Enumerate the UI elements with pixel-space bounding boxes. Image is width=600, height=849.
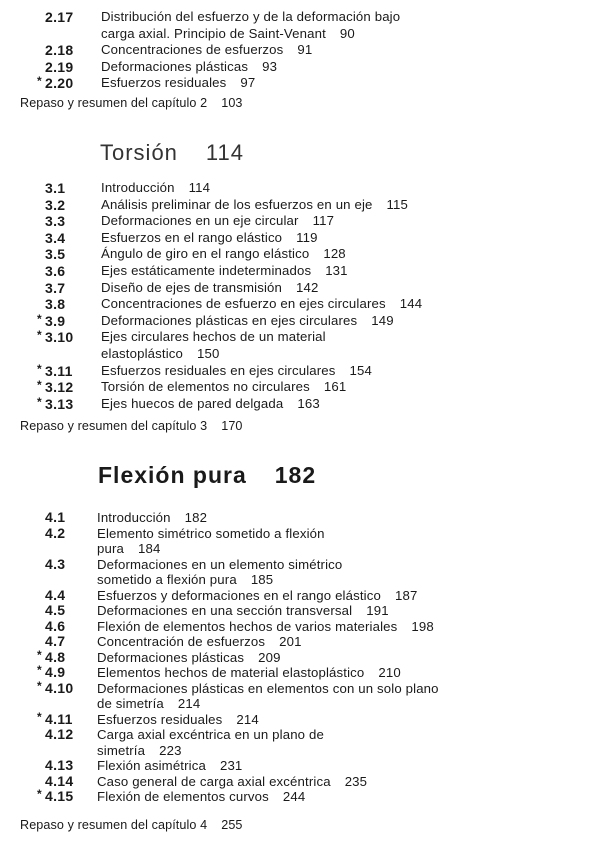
- chapter-title: Flexión pura: [98, 462, 247, 488]
- toc-entry[interactable]: [0, 379, 600, 396]
- section-title-line: [97, 541, 325, 557]
- page-number: 97: [240, 75, 256, 91]
- chapter-section-ch3: [0, 180, 600, 412]
- section-title-line: [97, 588, 417, 604]
- chapter-review[interactable]: [20, 818, 243, 832]
- toc-entry[interactable]: [0, 59, 600, 76]
- section-title: [101, 213, 334, 230]
- page-number: 131: [325, 262, 348, 278]
- section-number-text: 3.3: [45, 213, 66, 230]
- section-title: [97, 712, 259, 728]
- section-number-text: 2.17: [45, 9, 74, 25]
- review-label: Repaso y resumen del capítulo 4: [20, 818, 208, 832]
- section-title: [97, 727, 324, 758]
- section-title-text: carga axial. Principio de Saint-Venant: [101, 25, 326, 41]
- page-number: 119: [296, 229, 318, 245]
- section-number: [37, 311, 66, 330]
- optional-section-marker: *: [37, 663, 42, 677]
- toc-entry[interactable]: [0, 758, 600, 774]
- section-number-text: 2.18: [45, 42, 74, 59]
- toc-entry[interactable]: [0, 634, 600, 650]
- section-number: [45, 557, 65, 573]
- review-page: 170: [221, 419, 243, 433]
- toc-entry[interactable]: [0, 296, 600, 313]
- page-number: 210: [378, 665, 401, 680]
- section-number: [45, 603, 65, 619]
- page-number: 201: [279, 634, 302, 649]
- section-title: [101, 42, 312, 59]
- section-title: [101, 329, 326, 362]
- page-number: 185: [250, 572, 274, 587]
- page-number: 93: [262, 58, 278, 74]
- optional-section-marker: *: [37, 709, 42, 724]
- toc-entry[interactable]: [0, 197, 600, 214]
- toc-entry[interactable]: [0, 588, 600, 604]
- section-title-line: [97, 619, 434, 635]
- section-number-text: 4.4: [45, 586, 66, 603]
- section-number: [45, 263, 65, 280]
- toc-entry[interactable]: [0, 42, 600, 59]
- page-number: 182: [184, 510, 208, 525]
- page-number: 149: [371, 312, 394, 328]
- page-number: 154: [349, 362, 372, 378]
- page-number: 187: [395, 587, 418, 603]
- toc-entry[interactable]: [0, 363, 600, 380]
- section-title-text: Elemento simétrico sometido a flexión: [97, 525, 325, 541]
- section-title-line: [101, 280, 318, 297]
- section-title: [101, 263, 348, 280]
- section-number: [37, 709, 73, 728]
- section-title: [101, 280, 318, 297]
- toc-entry[interactable]: [0, 230, 600, 247]
- section-number: [45, 296, 65, 313]
- toc-entry[interactable]: [0, 329, 600, 362]
- section-title-text: Ángulo de giro en el rango elástico: [101, 246, 310, 262]
- page-number: 198: [411, 618, 434, 634]
- section-title-text: Deformaciones plásticas: [101, 58, 249, 74]
- section-number-text: 3.9: [45, 312, 66, 329]
- section-number: [45, 59, 73, 76]
- section-title-line: [97, 789, 305, 805]
- section-number-text: 4.14: [45, 772, 74, 789]
- section-title-text: Deformaciones en un eje circular: [101, 213, 299, 229]
- section-title: [97, 774, 367, 790]
- chapter-heading: [100, 140, 244, 166]
- section-title: [101, 75, 255, 92]
- toc-entry[interactable]: [0, 9, 600, 42]
- section-number: [45, 42, 73, 59]
- section-title-text: Deformaciones plásticas en elementos con un solo plano: [97, 680, 439, 696]
- section-title-line: [101, 329, 326, 346]
- section-title-text: Deformaciones en un elemento simétrico: [97, 556, 343, 572]
- section-title-line: [101, 197, 408, 214]
- page-number: 209: [258, 649, 281, 665]
- chapter-heading: [98, 462, 316, 489]
- chapter-review[interactable]: [20, 96, 243, 110]
- section-title-text: Diseño de ejes de transmisión: [101, 279, 283, 295]
- section-title-line: [101, 379, 346, 396]
- section-title-text: Distribución del esfuerzo y de la deformación bajo: [101, 9, 401, 24]
- section-title: [97, 619, 434, 635]
- section-title-line: [97, 510, 207, 526]
- section-title-line: [97, 650, 281, 666]
- section-title-text: Deformaciones en una sección transversal: [97, 603, 353, 618]
- section-title-text: Carga axial excéntrica en un plano de: [97, 727, 324, 742]
- section-number-text: 2.20: [45, 75, 74, 92]
- section-number-text: 3.5: [45, 246, 66, 263]
- section-title-text: Introducción: [97, 510, 171, 525]
- page-number: 231: [219, 758, 243, 773]
- section-title-text: Análisis preliminar de los esfuerzos en un eje: [101, 196, 373, 212]
- section-title-line: [101, 396, 320, 413]
- section-title-line: [97, 727, 324, 743]
- section-number: [45, 619, 65, 635]
- section-number-text: 2.19: [45, 58, 74, 75]
- optional-section-marker: *: [37, 361, 42, 376]
- section-title-line: [97, 634, 302, 650]
- section-number: [45, 197, 65, 214]
- section-title-text: Ejes estáticamente indeterminados: [101, 262, 312, 278]
- page-number: 114: [188, 180, 211, 195]
- toc-entry[interactable]: [0, 709, 600, 728]
- section-title-text: Introducción: [101, 180, 175, 195]
- review-page: 255: [221, 818, 243, 832]
- section-number: [37, 74, 74, 92]
- section-title: [101, 59, 277, 76]
- toc-entry[interactable]: [0, 526, 600, 557]
- section-number-text: 4.8: [45, 648, 66, 665]
- page-number: 150: [197, 345, 220, 361]
- section-title: [101, 379, 346, 396]
- section-title: [97, 681, 439, 712]
- page-number: 235: [344, 773, 368, 789]
- chapter-title: Torsión: [100, 140, 178, 165]
- section-title-text: Esfuerzos en el rango elástico: [101, 229, 283, 245]
- section-number: [45, 280, 65, 297]
- section-number: [37, 663, 66, 681]
- section-title-text: Flexión de elementos curvos: [97, 789, 269, 804]
- section-title-text: simetría: [97, 742, 146, 758]
- section-title-text: pura: [97, 541, 124, 556]
- toc-entry[interactable]: [0, 665, 600, 681]
- review-page: 103: [221, 96, 243, 110]
- section-title-text: Deformaciones plásticas en ejes circulares: [101, 312, 358, 328]
- toc-entry[interactable]: [0, 678, 600, 712]
- toc-entry[interactable]: [0, 396, 600, 413]
- section-title-text: Torsión de elementos no circulares: [101, 379, 310, 395]
- page-number: 214: [236, 711, 259, 727]
- page-number: 161: [323, 379, 347, 395]
- section-title-text: Flexión de elementos hechos de varios materiales: [97, 618, 398, 634]
- section-number: [45, 510, 65, 526]
- review-label: Repaso y resumen del capítulo 2: [20, 96, 208, 110]
- section-title-text: Concentraciones de esfuerzos: [101, 42, 284, 58]
- section-title-text: elastoplástico: [101, 345, 184, 361]
- section-title-text: Concentración de esfuerzos: [97, 634, 266, 649]
- page-number: 90: [339, 25, 355, 41]
- section-number: [45, 727, 73, 743]
- section-title-line: [101, 59, 277, 76]
- section-number-text: 3.10: [45, 329, 74, 346]
- toc-entry[interactable]: [0, 647, 600, 666]
- section-number: [37, 378, 74, 396]
- chapter-review[interactable]: [20, 419, 243, 433]
- section-title-text: Esfuerzos residuales en ejes circulares: [101, 362, 336, 378]
- section-number-text: 4.5: [45, 602, 66, 618]
- section-title-text: de simetría: [97, 696, 164, 711]
- section-title-line: [97, 758, 242, 774]
- optional-section-marker: *: [37, 394, 42, 409]
- section-title-line: [97, 572, 342, 588]
- page-number: 115: [386, 196, 409, 212]
- section-number-text: 3.2: [45, 196, 66, 213]
- section-number-text: 4.10: [45, 679, 74, 696]
- section-title: [101, 296, 422, 313]
- section-title: [97, 789, 305, 805]
- section-number-text: 3.1: [45, 180, 66, 196]
- page-number: 128: [323, 246, 346, 262]
- section-title: [101, 230, 318, 247]
- section-number-text: 3.12: [45, 379, 74, 396]
- page-number: 191: [366, 603, 389, 618]
- section-number-text: 4.2: [45, 524, 66, 541]
- section-title-text: Elementos hechos de material elastoplástico: [97, 665, 365, 680]
- section-number-text: 3.13: [45, 395, 74, 412]
- page-number: 142: [296, 279, 319, 295]
- section-number: [45, 758, 73, 774]
- page-number: 117: [312, 213, 335, 229]
- optional-section-marker: *: [37, 378, 42, 393]
- toc-entry[interactable]: [0, 727, 600, 758]
- section-title-text: Ejes circulares hechos de un material: [101, 329, 326, 345]
- page-number: 244: [282, 789, 306, 804]
- section-title: [97, 510, 207, 526]
- toc-entry[interactable]: [0, 603, 600, 619]
- section-number-text: 3.8: [45, 296, 66, 313]
- section-title-line: [97, 665, 401, 681]
- section-title: [101, 396, 320, 413]
- section-number-text: 4.1: [45, 509, 66, 525]
- toc-entry[interactable]: [0, 789, 600, 805]
- section-number: [45, 526, 65, 542]
- optional-section-marker: *: [37, 311, 42, 326]
- section-title-text: Caso general de carga axial excéntrica: [97, 773, 331, 789]
- page-number: 163: [297, 395, 320, 411]
- section-number-text: 4.3: [45, 555, 66, 572]
- section-title-line: [101, 263, 348, 280]
- section-number: [45, 230, 65, 247]
- section-title-text: Concentraciones de esfuerzo en ejes circulares: [101, 296, 386, 312]
- chapter-section-ch2: [0, 9, 600, 92]
- section-title-line: [101, 313, 394, 330]
- section-title-text: Flexión asimétrica: [97, 758, 206, 773]
- section-number: [45, 774, 73, 790]
- optional-section-marker: *: [37, 74, 42, 89]
- section-title-line: [97, 557, 342, 573]
- section-number-text: 4.12: [45, 726, 74, 742]
- section-number-text: 4.11: [45, 710, 73, 727]
- page-number: 214: [177, 696, 201, 711]
- review-label: Repaso y resumen del capítulo 3: [20, 419, 208, 433]
- toc-entry[interactable]: [0, 774, 600, 790]
- section-number-text: 4.15: [45, 788, 74, 804]
- section-title: [101, 246, 346, 263]
- section-title: [101, 9, 400, 42]
- section-title-line: [97, 774, 367, 790]
- section-number-text: 3.11: [45, 362, 73, 379]
- section-title-line: [101, 26, 400, 43]
- toc-entry[interactable]: [0, 246, 600, 263]
- section-title: [97, 588, 417, 604]
- section-title: [101, 180, 210, 197]
- page-number: 144: [399, 296, 423, 312]
- section-number: [45, 9, 73, 26]
- section-title-line: [97, 603, 389, 619]
- section-title-text: Esfuerzos residuales: [97, 711, 223, 727]
- section-number-text: 3.4: [45, 229, 66, 246]
- section-number: [45, 213, 65, 230]
- chapter-section-ch4: [0, 510, 600, 805]
- section-title-line: [97, 743, 324, 759]
- section-title-line: [101, 246, 346, 263]
- section-title: [97, 557, 342, 588]
- section-title-line: [101, 296, 422, 313]
- toc-entry[interactable]: [0, 619, 600, 635]
- toc-entry[interactable]: [0, 180, 600, 197]
- section-number: [37, 394, 74, 413]
- toc-entry[interactable]: [0, 75, 600, 92]
- section-number: [45, 180, 65, 197]
- toc-entry[interactable]: [0, 263, 600, 280]
- section-number: [37, 328, 74, 346]
- section-title: [97, 650, 281, 666]
- section-title-line: [101, 75, 255, 92]
- section-title-line: [101, 346, 326, 363]
- section-title: [101, 197, 408, 214]
- optional-section-marker: *: [37, 787, 42, 801]
- section-title-text: Esfuerzos y deformaciones en el rango elástico: [97, 587, 381, 603]
- section-number-text: 4.9: [45, 664, 66, 680]
- section-title: [97, 603, 389, 619]
- section-title-line: [97, 681, 439, 697]
- page-number: 223: [159, 742, 182, 758]
- section-title-line: [101, 213, 334, 230]
- page-number: 184: [138, 541, 161, 556]
- section-number: [37, 678, 74, 697]
- section-number: [37, 647, 66, 666]
- section-title-text: sometido a flexión pura: [97, 572, 237, 587]
- toc-entry[interactable]: [0, 557, 600, 588]
- toc-entry[interactable]: [0, 280, 600, 297]
- section-title-line: [97, 712, 259, 728]
- section-number-text: 4.7: [45, 633, 66, 649]
- section-title-text: Esfuerzos residuales: [101, 75, 227, 91]
- section-title: [97, 665, 401, 681]
- section-number: [45, 588, 65, 604]
- section-title: [97, 758, 242, 774]
- toc-entry[interactable]: [0, 510, 600, 526]
- optional-section-marker: *: [37, 328, 42, 343]
- section-title-line: [101, 230, 318, 247]
- section-number: [45, 634, 65, 650]
- section-title-line: [97, 696, 439, 712]
- section-title: [97, 634, 302, 650]
- section-number-text: 3.7: [45, 279, 66, 296]
- section-title: [101, 363, 372, 380]
- page-number: 91: [297, 42, 313, 58]
- optional-section-marker: *: [37, 678, 42, 693]
- section-title-line: [97, 526, 325, 542]
- section-title-text: Deformaciones plásticas: [97, 649, 245, 665]
- section-title-line: [101, 363, 372, 380]
- section-number: [45, 246, 65, 263]
- section-title-line: [101, 180, 210, 197]
- section-number-text: 4.6: [45, 617, 66, 634]
- section-number-text: 3.6: [45, 262, 66, 279]
- section-number: [37, 361, 73, 380]
- section-title: [97, 526, 325, 557]
- section-number-text: 4.13: [45, 757, 74, 773]
- section-number: [37, 787, 74, 805]
- chapter-page: 182: [274, 462, 317, 488]
- section-title-line: [101, 9, 400, 26]
- toc-entry[interactable]: [0, 313, 600, 330]
- section-title-line: [101, 42, 312, 59]
- chapter-page: 114: [205, 140, 244, 165]
- optional-section-marker: *: [37, 647, 42, 662]
- section-title: [101, 313, 394, 330]
- section-title-text: Ejes huecos de pared delgada: [101, 395, 284, 411]
- toc-entry[interactable]: [0, 213, 600, 230]
